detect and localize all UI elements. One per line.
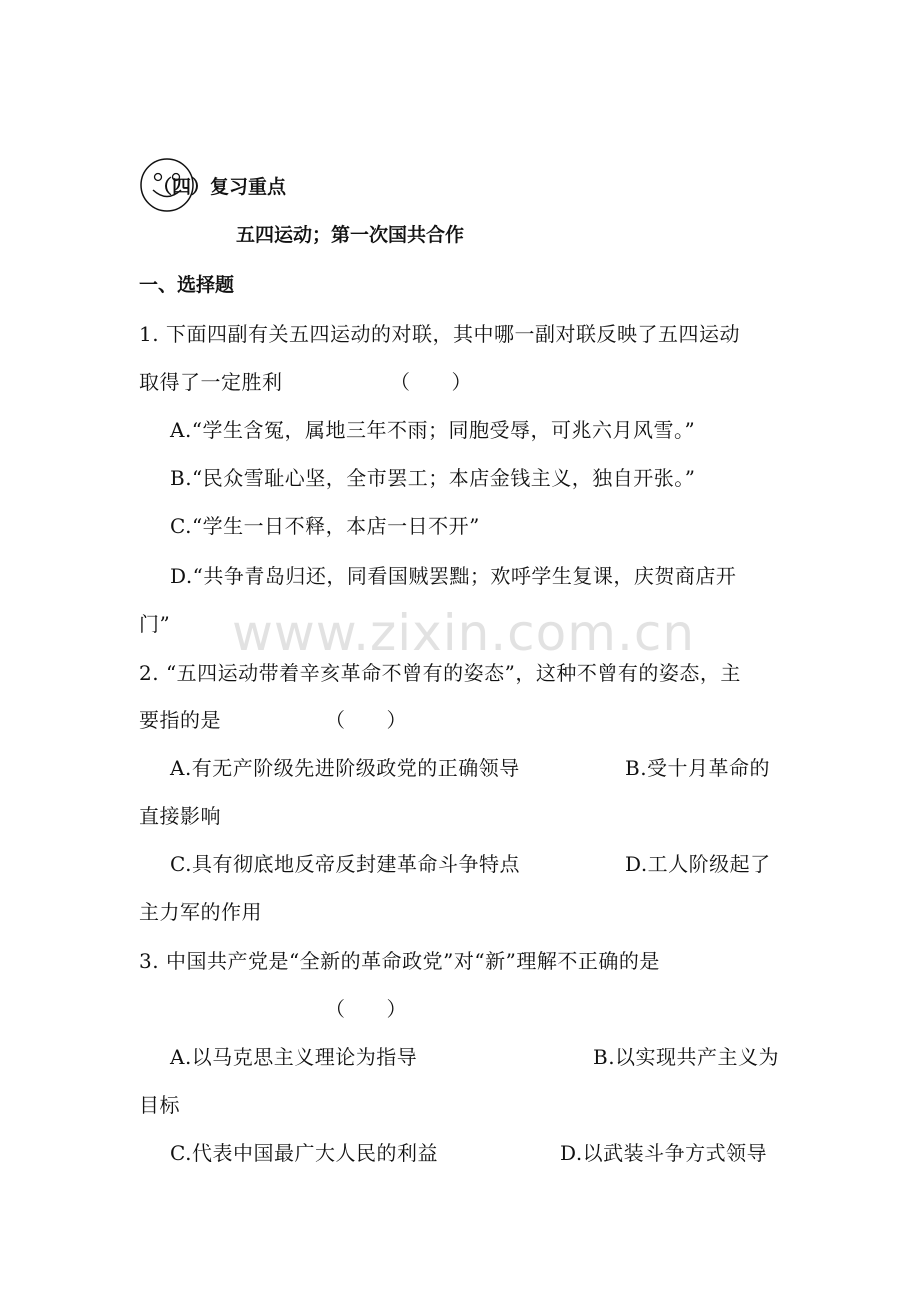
question-3-line-1: 3. 中国共产党是“全新的革命政党”对“新”理解不正确的是 bbox=[139, 949, 660, 973]
question-2-option-a: A.有无产阶级先进阶级政党的正确领导 bbox=[170, 756, 520, 780]
question-2-option-d: D.工人阶级起了 bbox=[625, 852, 771, 876]
question-3-bracket: （ ） bbox=[325, 997, 407, 1021]
topic-title: 五四运动；第一次国共合作 bbox=[236, 224, 465, 246]
question-1-option-d-cont: 门” bbox=[139, 612, 171, 636]
question-1-option-c: C.“学生一日不释，本店一日不开” bbox=[170, 514, 480, 538]
question-1-option-d: D.“共争青岛归还，同看国贼罢黜；欢呼学生复课，庆贺商店开 bbox=[170, 564, 737, 588]
question-1-line-2: 取得了一定胜利 bbox=[139, 370, 283, 394]
watermark: www.zixin.com.cn bbox=[232, 604, 696, 662]
question-2-option-d-cont: 主力军的作用 bbox=[139, 900, 262, 924]
section-title: （四）复习重点 bbox=[153, 176, 287, 198]
question-3-option-a: A.以马克思主义理论为指导 bbox=[170, 1045, 418, 1069]
question-2-bracket: （ ） bbox=[325, 708, 407, 732]
question-2-line-1: 2. “五四运动带着辛亥革命不曾有的姿态”，这种不曾有的姿态，主 bbox=[139, 661, 741, 685]
question-2-option-c: C.具有彻底地反帝反封建革命斗争特点 bbox=[170, 852, 520, 876]
question-2-line-2: 要指的是 bbox=[139, 708, 221, 732]
question-3-option-d: D.以武装斗争方式领导 bbox=[560, 1141, 768, 1165]
question-1-bracket: （ ） bbox=[390, 370, 472, 394]
question-2-option-b-cont: 直接影响 bbox=[139, 804, 221, 828]
question-3-option-c: C.代表中国最广大人民的利益 bbox=[170, 1141, 438, 1165]
question-3-option-b: B.以实现共产主义为 bbox=[593, 1045, 780, 1069]
question-1-option-b: B.“民众雪耻心坚，全市罢工；本店金钱主义，独自开张。” bbox=[170, 466, 696, 490]
part-title: 一、选择题 bbox=[139, 274, 235, 296]
question-1-line-1: 1. 下面四副有关五四运动的对联，其中哪一副对联反映了五四运动 bbox=[139, 322, 740, 346]
question-3-option-b-cont: 目标 bbox=[139, 1093, 180, 1117]
question-1-option-a: A.“学生含冤，属地三年不雨；同胞受辱，可兆六月风雪。” bbox=[170, 418, 696, 442]
question-2-option-b: B.受十月革命的 bbox=[625, 756, 771, 780]
